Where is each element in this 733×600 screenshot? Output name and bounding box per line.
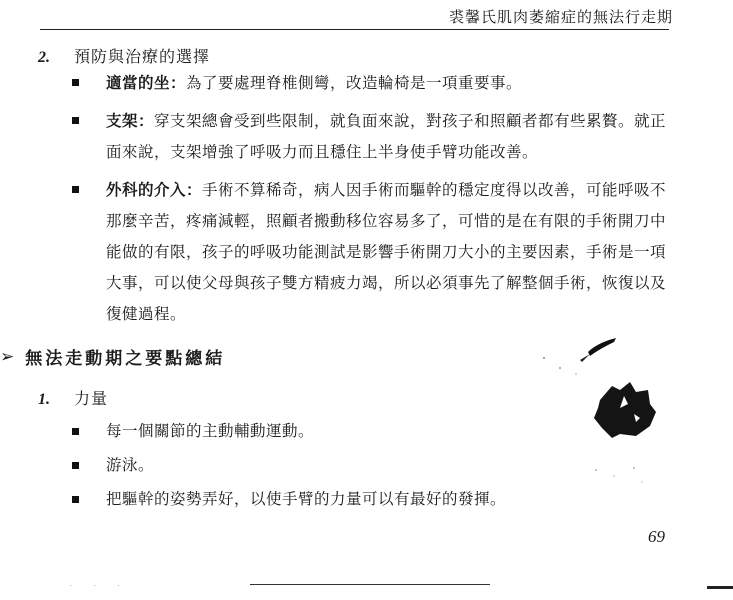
- item-title: 預防與治療的選擇: [74, 47, 211, 66]
- bullet-icon: [72, 496, 79, 503]
- strength-list: [72, 416, 533, 515]
- numbered-heading-2: [38, 44, 210, 67]
- list-item: [72, 105, 673, 168]
- numbered-heading-1: [38, 386, 108, 409]
- bullet-icon: [72, 428, 79, 435]
- bullet-term: 適當的坐：: [106, 73, 187, 92]
- bullet-text: 每一個關節的主動輔動運動。: [106, 422, 315, 440]
- bullet-text: 為了要處理脊椎側彎，改造輪椅是一項重要事。: [186, 74, 523, 92]
- scan-smudge-top: [530, 330, 620, 380]
- bullet-icon: [72, 186, 79, 193]
- bullet-icon: [72, 79, 79, 86]
- bullet-term: 外科的介入：: [106, 180, 203, 199]
- list-item: [72, 174, 673, 330]
- section-heading: [0, 344, 225, 369]
- bullet-text: 游泳。: [106, 456, 155, 474]
- page-number: 69: [648, 527, 665, 546]
- bullet-term: 支架：: [106, 111, 155, 130]
- item-number: 1.: [38, 391, 50, 408]
- list-item: [72, 450, 533, 481]
- running-head: 裘馨氏肌肉萎縮症的無法行走期: [448, 8, 673, 26]
- page-edge-mark: [707, 586, 733, 589]
- list-item: [72, 416, 533, 447]
- item-number: 2.: [38, 49, 50, 66]
- arrow-icon: ➢: [0, 346, 18, 367]
- bullet-text: 手術不算稀奇，病人因手術而驅幹的穩定度得以改善，可能呼吸不那麼辛苦，疼痛減輕，照顧者搬動移位容易多了，可惜的是在有限的手術開刀中能做的有限，孩子的呼吸功能測試是影響手術開刀大小的主要因素，手術是一項大事，可以使父母與孩子雙方精疲力竭，所以必須事先了解整個手術，恢復以及復健過程。: [106, 181, 667, 323]
- scan-smudge-blot: [590, 378, 660, 442]
- footer-speckles: · · ·: [70, 583, 130, 590]
- bullet-icon: [72, 117, 79, 124]
- header-rule: [40, 29, 669, 30]
- treatment-options-list: [72, 67, 673, 330]
- section-title: 無法走動期之要點總結: [25, 349, 226, 369]
- bullet-icon: [72, 462, 79, 469]
- bullet-text: 把驅幹的姿勢弄好，以使手臂的力量可以有最好的發揮。: [106, 490, 507, 508]
- item-title: 力量: [74, 389, 109, 408]
- list-item: [72, 484, 533, 515]
- list-item: [72, 67, 673, 99]
- scan-speckles: [590, 460, 650, 490]
- footer-rule: [250, 584, 490, 585]
- bullet-text: 穿支架總會受到些限制，就負面來說，對孩子和照顧者都有些累贅。就正面來說，支架增強了呼吸力而且穩住上半身使手臂功能改善。: [106, 112, 667, 161]
